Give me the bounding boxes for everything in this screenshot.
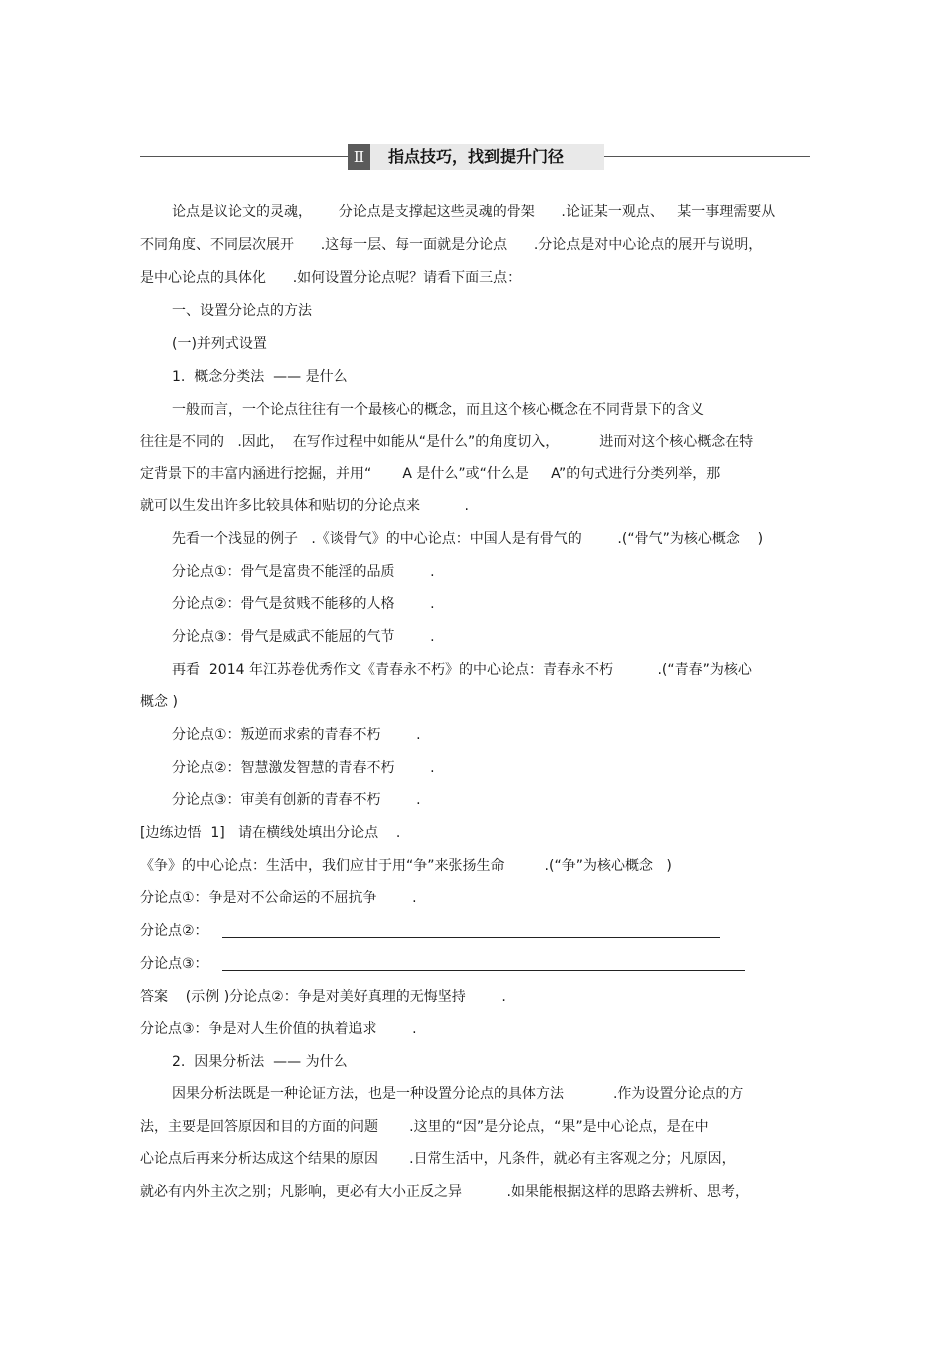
method-heading: 2. 因果分析法 —— 为什么: [172, 1054, 348, 1070]
header-rule-left: [140, 156, 348, 157]
sub-argument-line: 分论点①：争是对不公命运的不屈抗争 .: [140, 890, 417, 906]
sub-argument-line: 分论点③：骨气是威武不能屈的气节 .: [172, 629, 435, 645]
fill-in-blank-line: [222, 937, 720, 938]
paragraph-line: 论点是议论文的灵魂， 分论点是支撑起这些灵魂的骨架 .论证某一观点、 某一事理需要从: [172, 204, 776, 220]
exercise-heading: [边练边悟 1] 请在横线处填出分论点 .: [140, 825, 401, 841]
paragraph-line: 先看一个浅显的例子 .《谈骨气》的中心论点：中国人是有骨气的 .(“骨气”为核心概念 ): [172, 531, 764, 547]
paragraph-line: 是中心论点的具体化 .如何设置分论点呢？请看下面三点：: [140, 270, 522, 286]
sub-argument-line: 分论点①：叛逆而求索的青春不朽 .: [172, 727, 421, 743]
section-header: [140, 144, 810, 170]
paragraph-line: 《争》的中心论点：生活中，我们应甘于用“争”来张扬生命 .(“争”为核心概念 ): [140, 858, 672, 874]
paragraph-line: 概念 ): [140, 694, 178, 710]
paragraph-line: 再看 2014 年江苏卷优秀作文《青春永不朽》的中心论点：青春永不朽 .(“青春”为核心: [172, 662, 752, 678]
paragraph-line: 心论点后再来分析达成这个结果的原因 .日常生活中，凡条件，就必有主客观之分；凡原因，: [140, 1151, 736, 1167]
paragraph-line: 不同角度、不同层次展开 .这每一层、每一面就是分论点 .分论点是对中心论点的展开与说明，: [140, 237, 763, 253]
subheading-line: (一)并列式设置: [172, 336, 267, 352]
section-number-badge: Ⅱ: [348, 144, 370, 170]
sub-argument-line: 分论点②：智慧激发智慧的青春不朽 .: [172, 760, 435, 776]
paragraph-line: 往往是不同的 .因此， 在写作过程中如能从“是什么”的角度切入， 进而对这个核心概念在特: [140, 434, 754, 450]
paragraph-line: 法，主要是回答原因和目的方面的问题 .这里的“因”是分论点，“果”是中心论点，是在中: [140, 1119, 709, 1135]
paragraph-line: 就必有内外主次之别；凡影响，更必有大小正反之异 .如果能根据这样的思路去辨析、思考，: [140, 1184, 749, 1200]
sub-argument-line: 分论点①：骨气是富贵不能淫的品质 .: [172, 564, 435, 580]
answer-line: 答案 (示例 )分论点②：争是对美好真理的无悔坚持 .: [140, 989, 506, 1005]
paragraph-line: 定背景下的丰富内涵进行挖掘，并用“ A 是什么”或“什么是 A”的句式进行分类列举，那: [140, 466, 721, 482]
paragraph-line: 因果分析法既是一种论证方法，也是一种设置分论点的具体方法 .作为设置分论点的方: [172, 1086, 744, 1102]
paragraph-line: 就可以生发出许多比较具体和贴切的分论点来 .: [140, 498, 469, 514]
heading-line: 一、设置分论点的方法: [172, 303, 312, 319]
sub-argument-line: 分论点③：审美有创新的青春不朽 .: [172, 792, 421, 808]
header-rule-right: [604, 156, 810, 157]
sub-argument-line: 分论点②：骨气是贫贱不能移的人格 .: [172, 596, 435, 612]
sub-argument-label: 分论点③：: [140, 956, 209, 972]
fill-in-blank-line: [222, 970, 745, 971]
section-title: 指点技巧，找到提升门径: [370, 144, 604, 170]
answer-line: 分论点③：争是对人生价值的执着追求 .: [140, 1021, 417, 1037]
method-heading: 1. 概念分类法 —— 是什么: [172, 369, 348, 385]
paragraph-line: 一般而言，一个论点往往有一个最核心的概念，而且这个核心概念在不同背景下的含义: [172, 402, 704, 418]
sub-argument-label: 分论点②：: [140, 923, 209, 939]
